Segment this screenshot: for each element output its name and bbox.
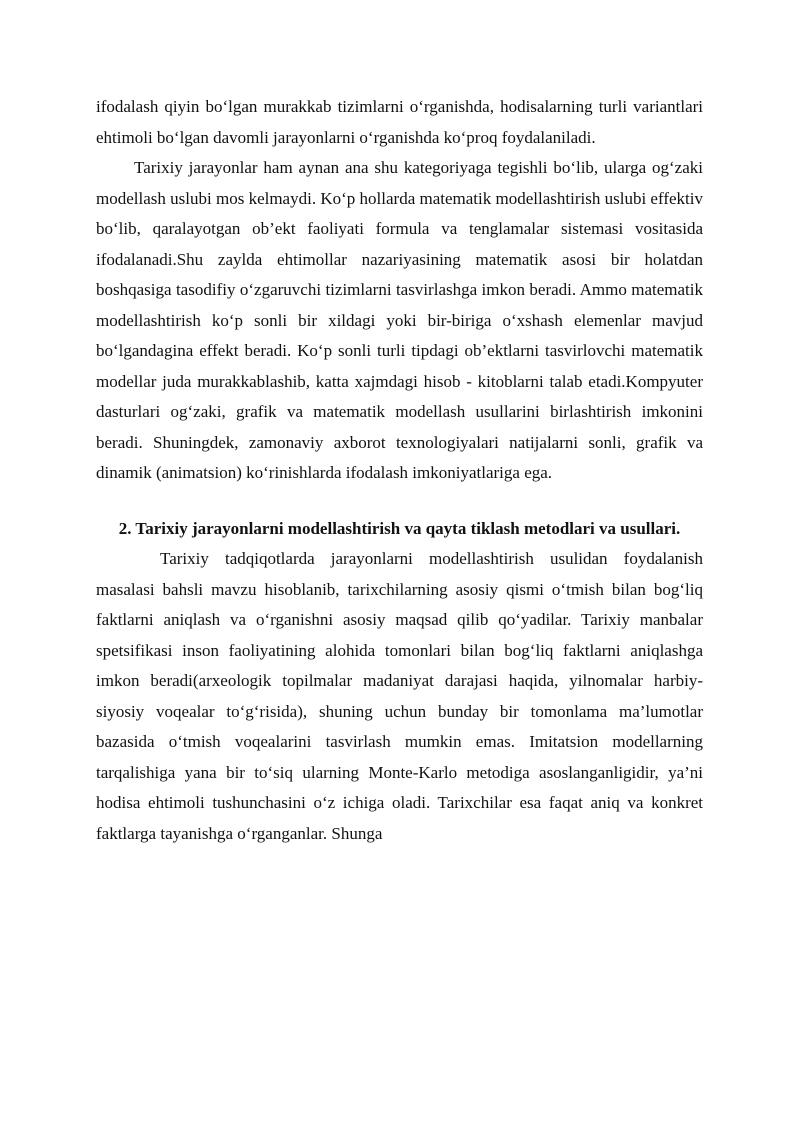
paragraph-historical-research: Tarixiy tadqiqotlarda jarayonlarni modellashtirish usulidan foydalanish masalasi bahsli mavzu hisoblanib, tarixchilarning asosiy qismi o‘tmish bilan bog‘liq faktlarni aniqlash va o‘rganishni asosiy maqsad qilib qo‘yadilar. Tarixiy manbalar spetsifikasi inson faoliyatining alohida tomonlari bilan bog‘liq faktlarni aniqlashga imkon beradi(arxeologik topilmalar madaniyat darajasi haqida, yilnomalar harbiy-siyosiy voqealar to‘g‘risida), shuning uchun bunday bir tomonlama ma’lumotlar bazasida o‘tmish voqealarini tasvirlash mumkin emas. Imitatsion modellarning tarqalishiga yana bir to‘siq ularning Monte-Karlo metodiga asoslanganligidir, ya’ni hodisa ehtimoli tushunchasini o‘z ichiga oladi. Tarixchilar esa faqat aniq va konkret faktlarga tayanishga o‘rganganlar. Shunga [96,549,703,843]
section-heading: 2. Tarixiy jarayonlarni modellashtirish va qayta tiklash metodlari va usullari. [118,518,681,538]
paragraph-continuation: ifodalash qiyin bo‘lgan murakkab tizimlarni o‘rganishda, hodisalarning turli variantlari ehtimoli bo‘lgan davomli jarayonlarni o‘rganishda ko‘proq foydalaniladi. [96,97,703,147]
paragraph-historical-processes: Tarixiy jarayonlar ham aynan ana shu kategoriyaga tegishli bo‘lib, ularga og‘zaki modellash uslubi mos kelmaydi. Ko‘p hollarda matematik modellashtirish uslubi effektiv bo‘lib, qaralayotgan ob’ekt faoliyati formula va tenglamalar sistemasi vositasida ifodalanadi.Shu zaylda ehtimollar nazariyasining matematik asosi bir holatdan boshqasiga tasodifiy o‘zgaruvchi tizimlarni tasvirlashga imkon beradi. Ammo matematik modellashtirish ko‘p sonli bir xildagi yoki bir-biriga o‘xshash elemenlar mavjud bo‘lgandagina effekt beradi. Ko‘p sonli turli tipdagi ob’ektlarni tasvirlovchi matematik modellar juda murakkablashib, katta xajmdagi hisob - kitoblarni talab etadi.Kompyuter dasturlari og‘zaki, grafik va matematik modellash usullarini birlashtirish imkonini beradi. Shuningdek, zamonaviy axborot texnologiyalari natijalarni sonli, grafik va dinamik (animatsion) ko‘rinishlarda ifodalash imkoniyatlariga ega. [96,158,703,482]
document-page [96,92,703,849]
